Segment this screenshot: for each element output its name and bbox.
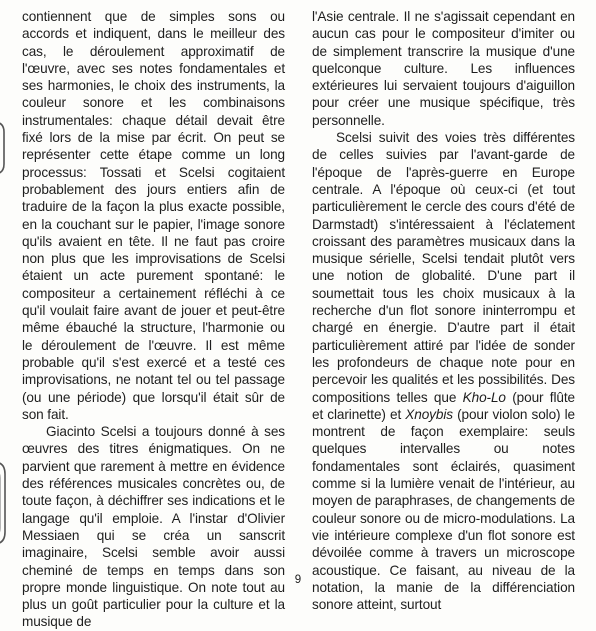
page-number: 9 xyxy=(294,574,302,586)
text-run: Scelsi suivit des voies très différentes de celles suivies par l'avant-garde de l'époque de l'après-guerre en Europe centrale. A l'époque où ceux-ci (et tout particulièrement le cercle des cours d'été de Darmstadt) s'intéressaient à l'éclatement croissant des paramètres musicaux dans la musique sérielle, Scelsi tendait plutôt vers une notion de globalité. D'une part il soumettait tous les choix musicaux à la recherche d'un flot sonore ininterrompu et chargé en énergie. D'autre part il était particulièrement attiré par l'idée de sonder les profondeurs de chaque note pour en percevoir les qualités et les possibilités. Des compositions telles que xyxy=(312,130,575,405)
paragraph: Giacinto Scelsi a toujours donné à ses œuvres des titres énigmatiques. On ne parvient que rarement à mettre en évidence des références musicales concrètes ou, de toute façon, à déchiffrer ses indications et le langage qu'il emploie. A l'instar d'Olivier Messiaen qui se créa un sanscrit imaginaire, Scelsi semble avoir aussi cheminé de temps en temps dans son propre monde linguistique. On note tout au plus un goût particulier pour la culture et la musique de xyxy=(22,424,285,630)
binder-clip-top xyxy=(0,118,8,178)
left-column xyxy=(22,8,285,631)
paragraph xyxy=(312,129,575,613)
work-title-kho-lo: Kho-Lo xyxy=(462,389,506,405)
right-column xyxy=(312,8,575,613)
paragraph: l'Asie centrale. Il ne s'agissait cependant en aucun cas pour le compositeur d'imiter ou de simplement transcrire la musique d'une quelconque culture. Les influences extérieures lui servaient toujours d'aiguillon pour créer une musique spécifique, très personnelle. xyxy=(312,9,575,128)
text-run: (pour flûte et clarinette) et xyxy=(312,389,575,422)
paragraph: contiennent que de simples sons ou accords et indiquent, dans le meilleur des cas, le déroulement approximatif de l'œuvre, avec ses notes fondamentales et ses harmonies, le choix des instruments, la couleur sonore et les combinaisons instrumentales: chaque détail devait être fixé lors de la mise par écrit. On peut se représenter cette étape comme un long processus: Tossati et Scelsi cogitaient probablement des jours entiers afin de traduire de la façon la plus exacte possible, en la couchant sur le papier, l'image sonore qu'ils avaient en tête. Il ne faut pas croire non plus que les improvisations de Scelsi étaient un acte purement spontané: le compositeur a certainement réfléchi à ce qu'il voulait faire avant de jouer et peut-être même ébauché la structure, l'harmonie ou le déroulement de l'œuvre. Il est même probable qu'il s'est exercé et a testé ces improvisations, ne notant tel ou tel passage (ou une période) que lorsqu'il était sûr de son fait. xyxy=(22,9,285,422)
binder-clip-bottom xyxy=(0,458,8,548)
work-title-xnoybis: Xnoybis xyxy=(405,406,453,422)
text-run: (pour violon solo) le montrent de façon exemplaire: seuls quelques intervalles ou notes fondamentales sont éclairés, quasiment comme si la lumière venait de l'intérieur, au moyen de paraphrases, de changements de couleur sonore ou de micro-modulations. La vie intérieure complexe d'un flot sonore est dévoilée comme à travers un microscope acoustique. Ce faisant, au niveau de la notation, la manie de la différenciation sonore atteint, surtout xyxy=(312,406,575,613)
